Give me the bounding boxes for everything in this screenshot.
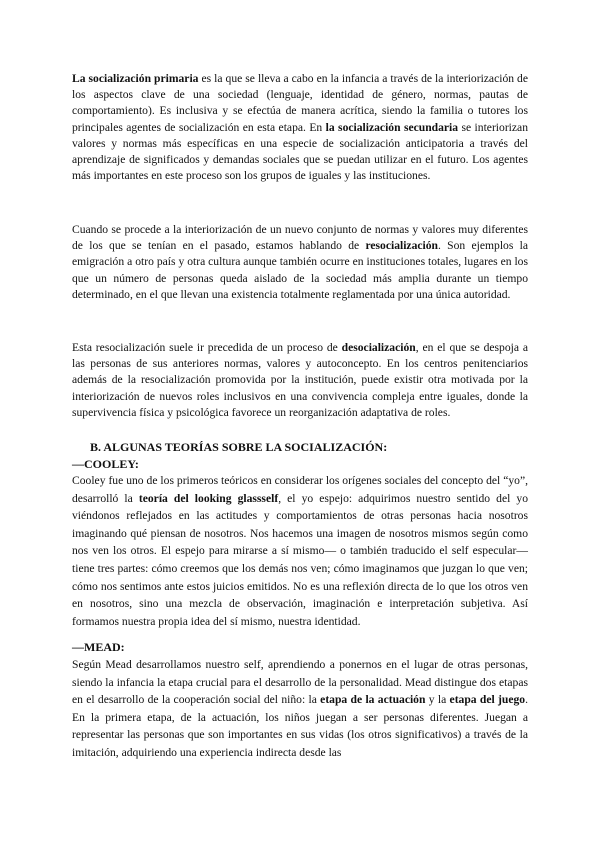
text-run: es la que se lleva a cabo en la infancia a través de la interiorización de los aspectos clave de una sociedad (lenguaje, identidad de género, normas, pautas de comportamiento). Es inclusiva y se efectúa de manera acrítica, siendo la familia o tutores los principales agentes de socialización en esta etapa. En: [72, 72, 528, 134]
text-run: . En la primera etapa, de la actuación, los niños juegan a ser personas diferentes. Juegan a representar las personas que son importantes en sus vidas (los otros significativos) a través de la imitación, adquiriendo una experiencia indirecta desde las: [72, 693, 528, 759]
text-run: Cooley fue uno de los primeros teóricos en considerar los orígenes sociales del concepto del “yo”, desarrolló la: [72, 474, 528, 505]
bold-term: La socialización primaria: [72, 72, 199, 85]
text-run: , el yo espejo: adquirimos nuestro sentido del yo viéndonos reflejados en las actitudes y comportamientos de otras personas hacia nosotros imaginando qué piensan de nosotros. Nos hacemos una imagen de nosotros mismos según como nos ven los otros. El espejo para mirarse a sí mismo— o también traducido el self especular— tiene tres partes: cómo creemos que los demás nos ven; cómo imaginamos que juzgan lo que ven; cómo nos sentimos ante estos juicios emitidos. No es una reflexión directa de lo que los otros ven en nosotros, sino una mezcla de observación, imaginación e interpretación subjetiva. Así formamos nuestra propia idea del sí mismo, nuestra identidad.: [72, 491, 528, 628]
bold-term: etapa de la actuación: [320, 693, 426, 707]
bold-term: etapa del juego: [449, 693, 526, 707]
text-run: , en el que se despoja a las personas de sus anteriores normas, valores y autoconcepto. En los centros penitenciarios además de la resocialización promovida por la institución, puede existir otra motivada por la interiorización de nuevos roles inclusivos en una convivencia compleja entre iguales, donde la supervivencia física y psicológica favorece un reorganización adaptativa de roles.: [72, 341, 528, 419]
text-run: . Son ejemplos la emigración a otro país y otra cultura aunque también ocurre en instituciones totales, lugares en los que un número de personas queda aislado de la sociedad más amplia durante un tiempo determinado, en el que llevan una existencia totalmente reglamentada por una única autoridad.: [72, 239, 528, 301]
bold-term: desocialización: [341, 341, 416, 354]
bold-term: la socialización secundaria: [325, 120, 459, 134]
paragraph-socializacion: [72, 71, 528, 184]
subheading-cooley: —COOLEY:: [72, 457, 139, 471]
text-run: Cuando se procede a la interiorización de un nuevo conjunto de normas y valores muy diferentes de los que se tenían en el pasado, estamos hablando de: [72, 223, 528, 253]
text-run: Según Mead desarrollamos nuestro self, aprendiendo a ponernos en el lugar de otras personas, siendo la infancia la etapa crucial para el desarrollo de la personalidad. Mead distingue dos etapas en el desarrollo de la cooperación social del niño: la: [72, 658, 528, 707]
paragraph-resocializacion: [72, 222, 528, 303]
text-run: se interiorizan valores y normas más específicas en una especie de socialización anticipatoria a través del aprendizaje de significados y demandas sociales que se puedan utilizar en el futuro. Los agentes más importantes en este proceso son los grupos de iguales y las instituciones.: [72, 120, 528, 183]
paragraph-desocializacion: [72, 340, 528, 421]
text-run: y la: [425, 693, 450, 707]
text-run: Esta resocialización suele ir precedida de un proceso de: [72, 341, 342, 354]
paragraph-mead: [72, 656, 528, 762]
subheading-mead: —MEAD:: [72, 640, 125, 654]
bold-term: resocialización: [365, 239, 438, 253]
section-heading-teorias: B. ALGUNAS TEORÍAS SOBRE LA SOCIALIZACIÓN:: [90, 440, 388, 454]
paragraph-cooley: [72, 472, 528, 630]
bold-term: teoría del looking glassself: [138, 491, 279, 505]
